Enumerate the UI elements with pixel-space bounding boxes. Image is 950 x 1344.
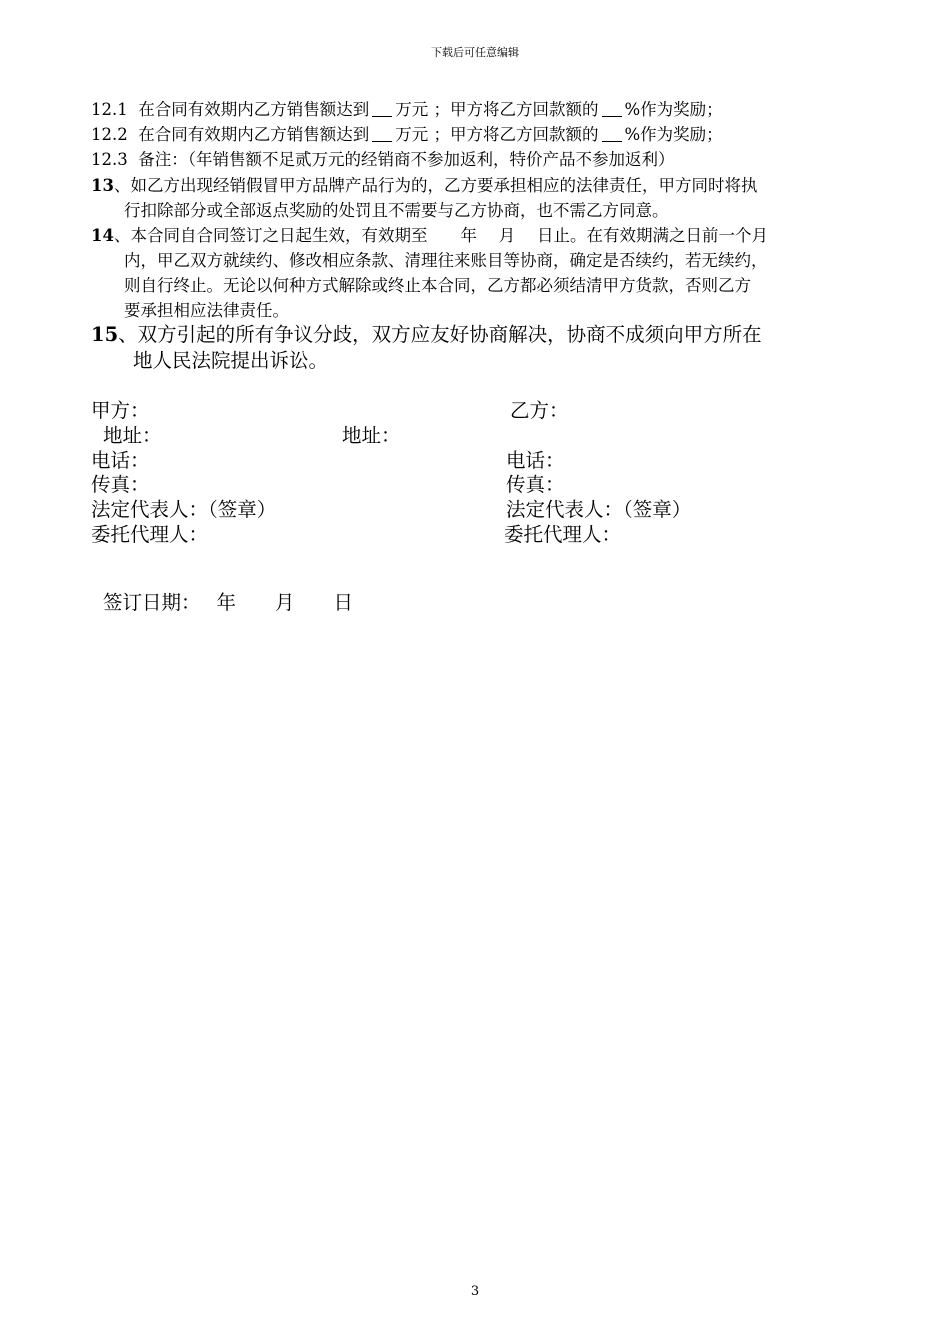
clause-number: 15 (91, 323, 119, 346)
clause-14-line-1 (91, 224, 768, 248)
clause-13-line-1 (91, 174, 757, 198)
fax-a-label: 传真： (91, 473, 150, 496)
clause-text: 、如乙方出现经销假冒甲方品牌产品行为的，乙方要承担相应的法律责任，甲方同时将执 (113, 176, 758, 195)
page-header: 下载后可任意编辑 (431, 46, 519, 59)
clause-number: 14 (91, 226, 114, 245)
phone-a-label: 电话： (91, 449, 150, 472)
clause-number: 13 (91, 176, 114, 195)
clause-text: 万元 ；甲方将乙方回款额的 (395, 125, 599, 144)
clause-14-line-2: 内，甲乙双方就续约、修改相应条款、清理往来账目等协商，确定是否续约，若无续约， (124, 251, 768, 270)
clause-15-line-2: 地人民法院提出诉讼。 (133, 349, 329, 372)
phone-b-label: 电话： (506, 449, 565, 472)
clause-13-line-2: 行扣除部分或全部返点奖励的处罚且不需要与乙方协商，也不需乙方同意。 (124, 201, 669, 220)
signing-date: 签订日期： 年 月 日 (103, 591, 353, 614)
address-a-label: 地址： (103, 424, 162, 447)
clause-text: 在合同有效期内乙方销售额达到 (138, 125, 370, 144)
clause-12-3 (91, 148, 675, 172)
clause-14-line-3: 则自行终止。无论以何种方式解除或终止本合同，乙方都必须结清甲方货款，否则乙方 (124, 276, 751, 295)
party-a-label: 甲方： (91, 399, 150, 422)
legal-rep-b-label: 法定代表人：（签章） (506, 498, 692, 521)
blank-field (602, 127, 622, 142)
clause-number: 12.2 (91, 125, 128, 144)
legal-rep-a-label: 法定代表人：（签章） (91, 498, 277, 521)
clause-number: 12.1 (91, 100, 128, 119)
clause-12-1 (91, 98, 723, 122)
clause-text: %作为奖励； (624, 100, 723, 119)
page-number: 3 (470, 1284, 480, 1299)
agent-a-label: 委托代理人： (91, 523, 209, 546)
clause-text: 、本合同自合同签订之日起生效，有效期至 年 月 日止。在有效期满之日前一个月 (113, 226, 768, 245)
clause-text: %作为奖励； (624, 125, 723, 144)
clause-text: 、双方引起的所有争议分歧，双方应友好协商解决，协商不成须向甲方所在 (118, 323, 762, 346)
clause-text: 备注：（年销售额不足贰万元的经销商不参加返利，特价产品不参加返利） (138, 150, 675, 169)
clause-15-line-1 (91, 322, 762, 348)
clause-12-2 (91, 123, 723, 147)
clause-number: 12.3 (91, 150, 128, 169)
blank-field (602, 102, 622, 117)
blank-field (372, 102, 392, 117)
blank-field (372, 127, 392, 142)
party-b-label: 乙方： (510, 399, 569, 422)
agent-b-label: 委托代理人： (504, 523, 622, 546)
clause-14-line-4: 要承担相应法律责任。 (124, 301, 289, 320)
address-b-label: 地址： (342, 424, 401, 447)
fax-b-label: 传真： (506, 473, 565, 496)
clause-text: 万元 ；甲方将乙方回款额的 (395, 100, 599, 119)
clause-text: 在合同有效期内乙方销售额达到 (138, 100, 370, 119)
